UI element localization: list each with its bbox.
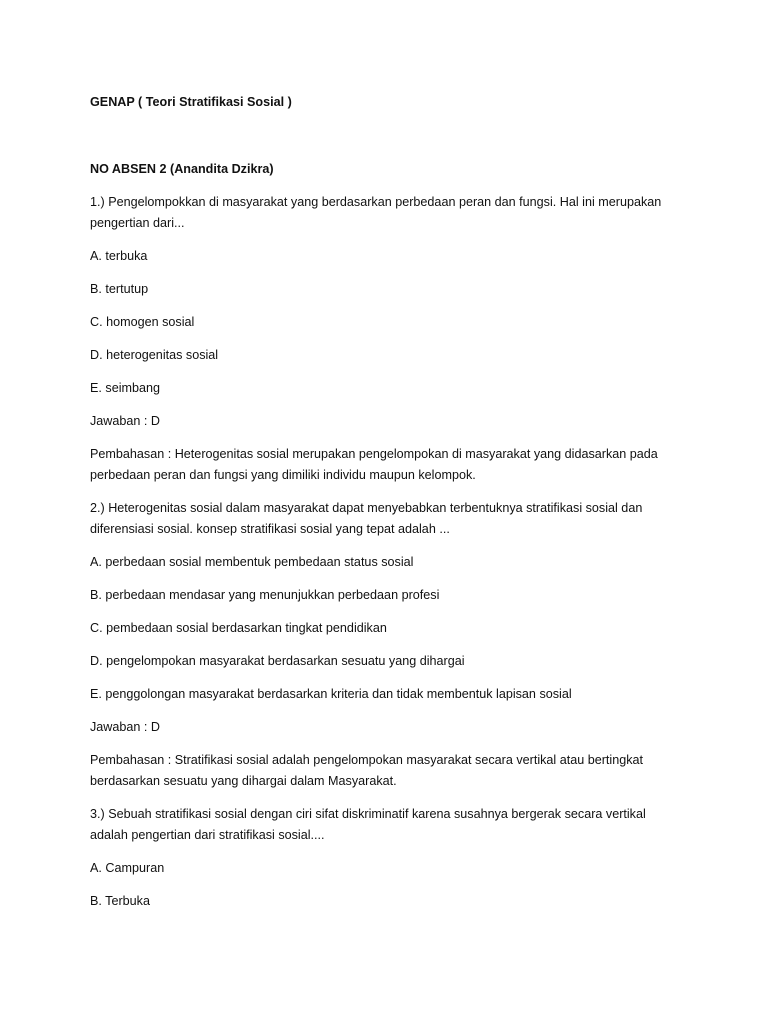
- question-1-option-b: B. tertutup: [90, 282, 149, 296]
- question-2-option-c: C. pembedaan sosial berdasarkan tingkat pendidikan: [90, 621, 387, 635]
- question-2: 2.) Heterogenitas sosial dalam masyarakat dapat menyebabkan terbentuknya stratifikasi sosial dan diferensiasi sosial. konsep stratifikasi sosial yang tepat adalah ...: [90, 501, 643, 536]
- question-1-answer: Jawaban : D: [90, 414, 161, 428]
- question-2-option-a: A. perbedaan sosial membentuk pembedaan status sosial: [90, 555, 414, 569]
- question-2-explanation: Pembahasan : Stratifikasi sosial adalah pengelompokan masyarakat secara vertikal atau bertingkat berdasarkan sesuatu yang dihargai dalam Masyarakat.: [90, 753, 644, 788]
- document-title: GENAP ( Teori Stratifikasi Sosial ): [90, 95, 292, 109]
- question-1-explanation: Pembahasan : Heterogenitas sosial merupakan pengelompokan di masyarakat yang didasarkan pada perbedaan peran dan fungsi yang dimiliki individu maupun kelompok.: [90, 447, 658, 482]
- question-2-answer: Jawaban : D: [90, 720, 161, 734]
- document-content: [90, 92, 670, 924]
- author-line: NO ABSEN 2 (Anandita Dzikra): [90, 162, 274, 176]
- question-3-option-b: B. Terbuka: [90, 894, 150, 908]
- question-1: 1.) Pengelompokkan di masyarakat yang berdasarkan perbedaan peran dan fungsi. Hal ini merupakan pengertian dari...: [90, 195, 662, 230]
- question-3: 3.) Sebuah stratifikasi sosial dengan ciri sifat diskriminatif karena susahnya bergerak secara vertikal adalah pengertian dari stratifikasi sosial....: [90, 807, 646, 842]
- question-2-option-b: B. perbedaan mendasar yang menunjukkan perbedaan profesi: [90, 588, 440, 602]
- question-2-option-d: D. pengelompokan masyarakat berdasarkan sesuatu yang dihargai: [90, 654, 465, 668]
- question-1-option-a: A. terbuka: [90, 249, 148, 263]
- question-3-option-a: A. Campuran: [90, 861, 165, 875]
- question-1-option-e: E. seimbang: [90, 381, 161, 395]
- question-1-option-d: D. heterogenitas sosial: [90, 348, 219, 362]
- question-1-option-c: C. homogen sosial: [90, 315, 195, 329]
- question-2-option-e: E. penggolongan masyarakat berdasarkan kriteria dan tidak membentuk lapisan sosial: [90, 687, 572, 701]
